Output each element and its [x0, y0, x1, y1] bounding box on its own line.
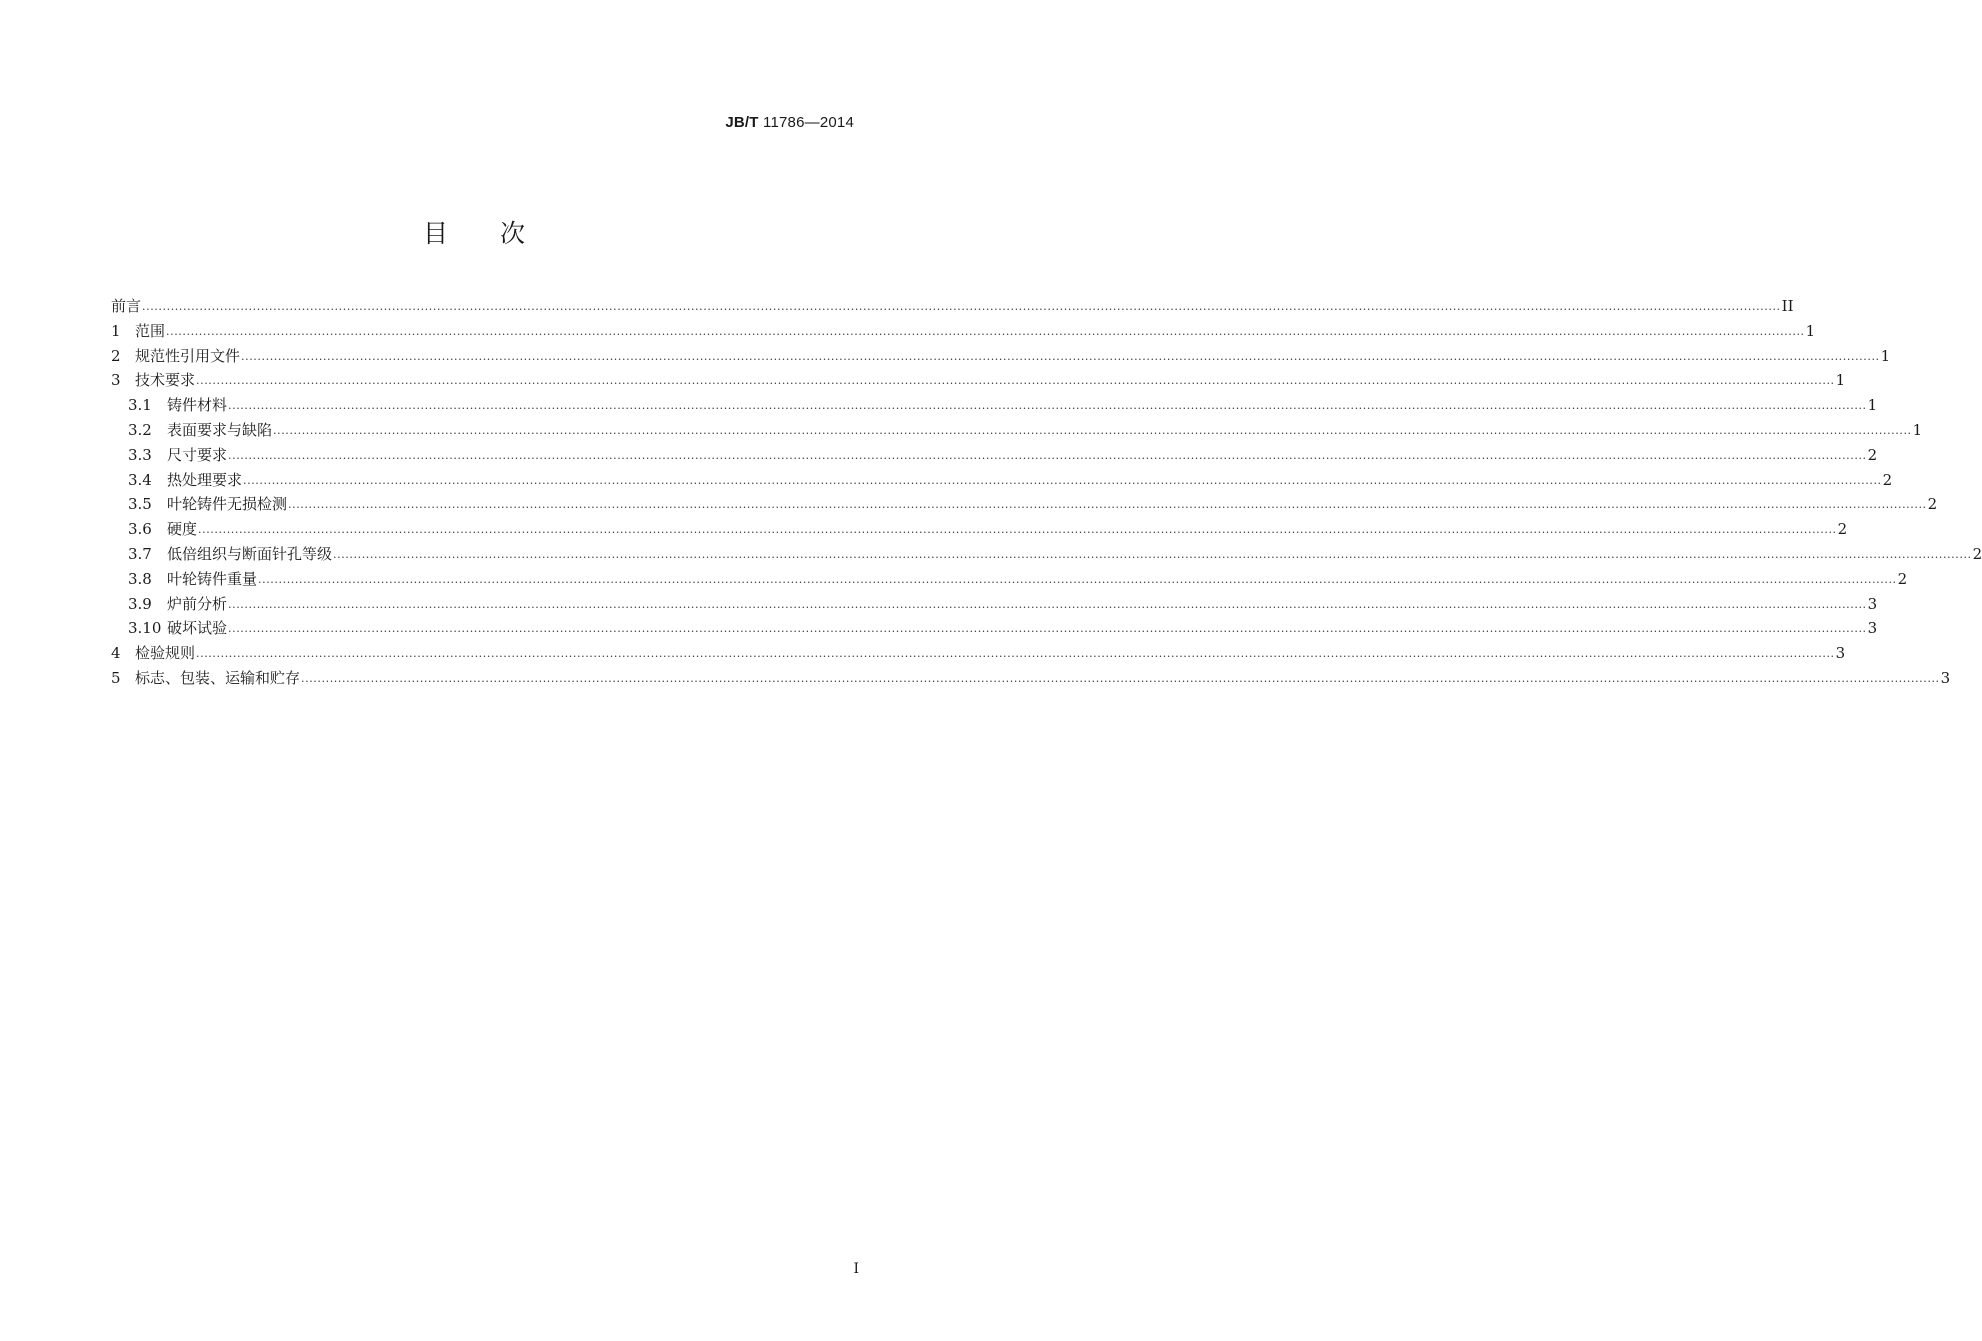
toc-entry-label: 检验规则	[135, 644, 196, 663]
toc-entry-number: 3.2	[128, 420, 152, 439]
toc-leader-dots: ................................................................................................................................................................................................................................................................................................................................................................................................................	[228, 597, 1867, 611]
toc-entry-label: 铸件材料	[167, 396, 228, 415]
toc-entry-label: 叶轮铸件无损检测	[167, 495, 288, 514]
toc-entry-page: 1	[1867, 396, 1878, 415]
toc-entry-number: 5	[111, 668, 121, 687]
table-of-contents	[111, 294, 1982, 691]
toc-entry-page: 1	[1912, 420, 1923, 439]
toc-entry-number: 3.3	[128, 445, 152, 464]
toc-entry-number: 4	[111, 644, 121, 663]
toc-leader-dots: ................................................................................................................................................................................................................................................................................................................................................................................................................	[241, 349, 1880, 363]
toc-leader-dots: ................................................................................................................................................................................................................................................................................................................................................................................................................	[273, 423, 1912, 437]
toc-leader-dots: ................................................................................................................................................................................................................................................................................................................................................................................................................	[228, 448, 1867, 462]
toc-entry-label: 低倍组织与断面针孔等级	[167, 544, 333, 563]
toc-entry-number: 3	[111, 371, 121, 390]
toc-entry-label: 前言	[111, 297, 142, 315]
toc-entry[interactable]	[111, 641, 1846, 666]
toc-title-char-1: 目	[422, 219, 450, 248]
toc-entry-page: 3	[1940, 668, 1951, 687]
toc-entry-page: 2	[1972, 544, 1982, 563]
toc-entry-page: 3	[1867, 594, 1878, 613]
toc-entry-page: 2	[1897, 569, 1908, 588]
toc-leader-dots: ................................................................................................................................................................................................................................................................................................................................................................................................................	[258, 572, 1897, 586]
toc-entry-page: 3	[1867, 619, 1878, 638]
toc-entry-label: 技术要求	[135, 371, 196, 390]
toc-entry-number: 3.10	[128, 619, 162, 638]
toc-entry-page: II	[1781, 297, 1794, 315]
toc-entry[interactable]	[111, 517, 1848, 542]
toc-leader-dots: ................................................................................................................................................................................................................................................................................................................................................................................................................	[333, 547, 1972, 561]
toc-entry-label: 硬度	[167, 520, 198, 539]
standard-number: 11786—2014	[763, 114, 854, 131]
toc-entry-page: 2	[1927, 495, 1938, 514]
standard-code	[725, 114, 854, 131]
toc-entry-page: 2	[1867, 445, 1878, 464]
toc-entry-label: 破坏试验	[167, 619, 228, 638]
toc-entry-page: 1	[1880, 346, 1891, 365]
toc-leader-dots: ................................................................................................................................................................................................................................................................................................................................................................................................................	[228, 622, 1867, 636]
standard-prefix: JB/T	[725, 114, 759, 131]
toc-entry-number: 2	[111, 346, 121, 365]
toc-entry-number: 3.9	[128, 594, 152, 613]
toc-entry[interactable]	[111, 567, 1908, 592]
toc-entry-label: 尺寸要求	[167, 445, 228, 464]
toc-entry[interactable]	[111, 294, 1794, 319]
toc-entry-number: 3.1	[128, 396, 152, 415]
toc-entry[interactable]	[111, 492, 1938, 517]
toc-entry[interactable]	[111, 319, 1816, 344]
toc-entry[interactable]	[111, 443, 1878, 468]
toc-entry[interactable]	[111, 542, 1982, 567]
page-folio: I	[853, 1261, 859, 1277]
toc-entry-number: 3.5	[128, 495, 152, 514]
toc-title-char-2: 次	[500, 219, 528, 248]
toc-entry-label: 热处理要求	[167, 470, 243, 489]
toc-entry[interactable]	[111, 666, 1951, 691]
toc-entry-number: 3.4	[128, 470, 152, 489]
toc-entry[interactable]	[111, 368, 1846, 393]
toc-leader-dots: ................................................................................................................................................................................................................................................................................................................................................................................................................	[228, 399, 1867, 413]
toc-entry[interactable]	[111, 418, 1923, 443]
toc-entry-number: 3.7	[128, 544, 152, 563]
toc-entry[interactable]	[111, 393, 1878, 418]
toc-entry-label: 标志、包装、运输和贮存	[135, 668, 301, 687]
toc-entry-page: 2	[1882, 470, 1893, 489]
toc-entry-label: 范围	[135, 321, 166, 340]
toc-entry-label: 炉前分析	[167, 594, 228, 613]
toc-entry-label: 表面要求与缺陷	[167, 420, 273, 439]
toc-entry-number: 1	[111, 321, 121, 340]
toc-leader-dots: ................................................................................................................................................................................................................................................................................................................................................................................................................	[196, 374, 1835, 388]
toc-entry[interactable]	[111, 616, 1878, 641]
toc-entry-page: 1	[1835, 371, 1846, 390]
toc-leader-dots: ................................................................................................................................................................................................................................................................................................................................................................................................................	[166, 324, 1805, 338]
toc-entry-page: 2	[1837, 520, 1848, 539]
toc-entry[interactable]	[111, 468, 1893, 493]
toc-entry[interactable]	[111, 344, 1891, 369]
toc-entry-label: 规范性引用文件	[135, 346, 241, 365]
toc-leader-dots: ................................................................................................................................................................................................................................................................................................................................................................................................................	[142, 300, 1781, 313]
toc-entry-page: 3	[1835, 644, 1846, 663]
toc-title	[0, 214, 950, 250]
toc-leader-dots: ................................................................................................................................................................................................................................................................................................................................................................................................................	[243, 473, 1882, 487]
toc-leader-dots: ................................................................................................................................................................................................................................................................................................................................................................................................................	[196, 647, 1835, 661]
toc-entry-page: 1	[1805, 321, 1816, 340]
toc-leader-dots: ................................................................................................................................................................................................................................................................................................................................................................................................................	[301, 671, 1940, 685]
toc-entry-number: 3.8	[128, 569, 152, 588]
toc-entry-number: 3.6	[128, 520, 152, 539]
toc-leader-dots: ................................................................................................................................................................................................................................................................................................................................................................................................................	[288, 498, 1927, 512]
toc-entry-label: 叶轮铸件重量	[167, 569, 258, 588]
toc-leader-dots: ................................................................................................................................................................................................................................................................................................................................................................................................................	[198, 523, 1837, 537]
toc-entry[interactable]	[111, 592, 1878, 617]
